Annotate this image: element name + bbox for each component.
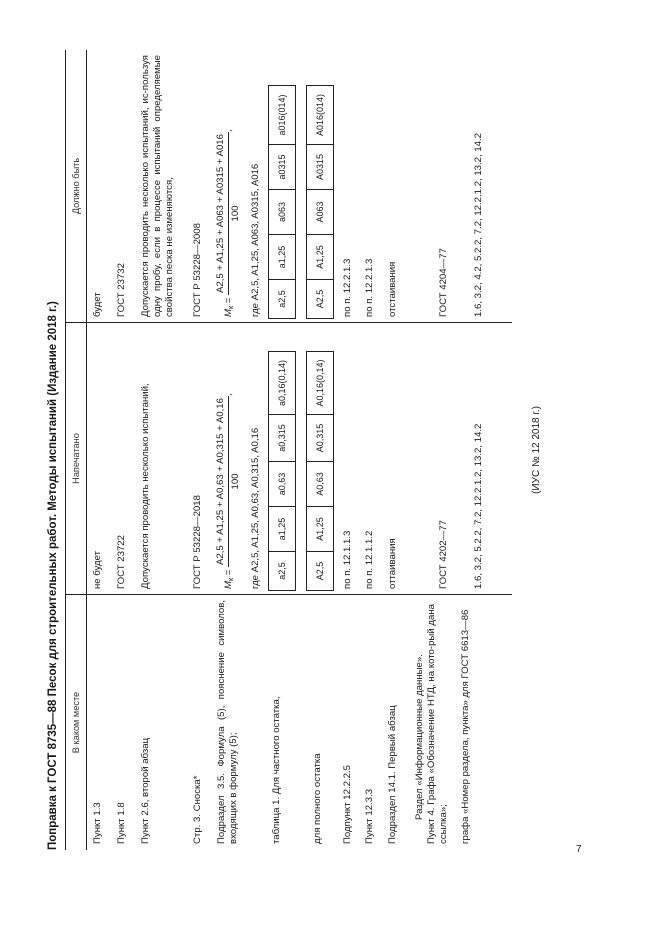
column-divider-1 bbox=[65, 594, 512, 595]
row8-where: Подпункт 12.2.2.5 bbox=[342, 765, 353, 844]
header-printed: Напечатано bbox=[71, 433, 81, 484]
row9-where: Пункт 12.3.3 bbox=[364, 788, 375, 844]
row6-where: таблица 1. Для частного остатка, bbox=[271, 696, 282, 844]
table-top-rule bbox=[65, 50, 66, 850]
row4-printed: ГОСТ Р 53228—2018 bbox=[192, 495, 203, 589]
row5-where: Подраздел 3.5. Формула (5), пояснение символов, входящих в формулу (5); bbox=[216, 600, 239, 844]
table-cell: a0,16(0,14) bbox=[269, 352, 296, 415]
row2-where: Пункт 1.8 bbox=[116, 802, 127, 844]
ius-reference: (ИУС № 12 2018 г.) bbox=[531, 406, 542, 494]
table-cell: a2,5 bbox=[269, 280, 296, 319]
row8-printed: по п. 12.1.1.3 bbox=[342, 530, 353, 589]
table-cell: A1,25 bbox=[307, 235, 334, 280]
row6-printed-table bbox=[268, 351, 296, 591]
row10-where: Подраздел 14.1. Первый абзац bbox=[387, 705, 398, 844]
row3-printed: Допускается проводить несколько испытаний, bbox=[140, 383, 151, 589]
row11-where-item: Пункт 4. Графа «Обозначение НТД, на кото-рый дана ссылка»; bbox=[426, 604, 449, 844]
row1-where: Пункт 1.3 bbox=[92, 802, 103, 844]
row11-should-be: ГОСТ 4204—77 bbox=[438, 248, 449, 317]
rotated-page bbox=[45, 50, 565, 850]
row10-printed: оттаивания bbox=[387, 538, 398, 589]
row7-where: для полного остатка bbox=[312, 753, 323, 844]
row6-should-be-table bbox=[268, 85, 296, 319]
row7-should-be-table bbox=[306, 85, 334, 319]
row7-printed-table bbox=[306, 351, 334, 591]
document-title: Поправка к ГОСТ 8735—88 Песок для строительных работ. Методы испытаний (Издание 2018 г.) bbox=[47, 301, 59, 850]
table-cell: A0,315 bbox=[307, 415, 334, 462]
row1-printed: не будет bbox=[92, 550, 103, 589]
table-cell: a0315 bbox=[269, 145, 296, 190]
header-should-be: Должно быть bbox=[71, 157, 81, 215]
table-cell: A016(014) bbox=[307, 86, 334, 145]
row5-printed-formula: $M_к$ = A2,5 + A1,25 + A0,63 + A0,315 + A0,16 100 , bbox=[215, 393, 241, 589]
table-cell: a1,25 bbox=[269, 235, 296, 280]
table-cell: a016(014) bbox=[269, 86, 296, 145]
table-cell: A2,5 bbox=[307, 552, 334, 591]
row12-where: графа «Номер раздела, пункта» для ГОСТ 6613—86 bbox=[460, 609, 471, 844]
row9-printed: по п. 12.1.1.2 bbox=[364, 530, 375, 589]
row5-should-be-formula: $M_к$ = A2,5 + A1,25 + A063 + A0315 + A016 100 , bbox=[215, 129, 241, 317]
column-divider-2 bbox=[65, 322, 512, 323]
table-cell: A0315 bbox=[307, 145, 334, 190]
table-cell: a0,315 bbox=[269, 415, 296, 462]
table-cell: a2,5 bbox=[269, 552, 296, 591]
row4-where: Стр. 3. Сноска* bbox=[192, 775, 203, 844]
table-cell: a063 bbox=[269, 190, 296, 235]
header-where: В каком месте bbox=[71, 691, 81, 754]
row10-should-be: отстаивания bbox=[387, 261, 398, 317]
row9-should-be: по п. 12.2.1.3 bbox=[364, 258, 375, 317]
table-cell: A0,63 bbox=[307, 462, 334, 507]
table-cell: a1,25 bbox=[269, 507, 296, 552]
row3-should-be: Допускается проводить несколько испытаний, ис-пользуя одну пробу, если в процессе испытаний определяемые свойства песка не изменяются, bbox=[140, 55, 175, 317]
row11-printed: ГОСТ 4202—77 bbox=[438, 520, 449, 589]
table-cell: A063 bbox=[307, 190, 334, 235]
row3-where: Пункт 2.6, второй абзац bbox=[140, 737, 151, 844]
row1-should-be: будет bbox=[92, 292, 103, 317]
row12-printed: 1.6, 3.2, 5.2.2, 7.2, 12.2.1.2, 13.2, 14.2 bbox=[473, 423, 484, 589]
row2-should-be: ГОСТ 23732 bbox=[116, 263, 127, 317]
fineness-modulus-symbol: $M_к$ bbox=[223, 577, 236, 589]
header-bottom-rule bbox=[86, 50, 87, 850]
row2-printed: ГОСТ 23722 bbox=[116, 535, 127, 589]
row5-should-be-where-line: где A2,5, A1,25, A063, A0315, A016 bbox=[250, 163, 261, 317]
row5-printed-where-line: где A2,5, A1,25, A0,63, A0,315, A0,16 bbox=[250, 427, 261, 589]
table-cell: A1,25 bbox=[307, 507, 334, 552]
row11-where-section: Раздел «Информационные данные». bbox=[414, 654, 425, 820]
page-number: 7 bbox=[576, 844, 582, 855]
row12-should-be: 1.6, 3.2, 4.2, 5.2.2, 7.2, 12.2.1.2, 13.2, 14.2 bbox=[473, 132, 484, 317]
table-cell: A2,5 bbox=[307, 280, 334, 319]
row4-should-be: ГОСТ Р 53228—2008 bbox=[192, 223, 203, 317]
corrections-table bbox=[65, 50, 512, 850]
table-cell: A0,16(0,14) bbox=[307, 352, 334, 415]
row8-should-be: по п. 12.2.1.3 bbox=[342, 258, 353, 317]
formula-fraction: A2,5 + A1,25 + A0,63 + A0,315 + A0,16 100 bbox=[215, 398, 241, 565]
fineness-modulus-symbol: $M_к$ bbox=[223, 305, 236, 317]
formula-fraction: A2,5 + A1,25 + A063 + A0315 + A016 100 bbox=[215, 134, 241, 293]
table-cell: a0,63 bbox=[269, 462, 296, 507]
